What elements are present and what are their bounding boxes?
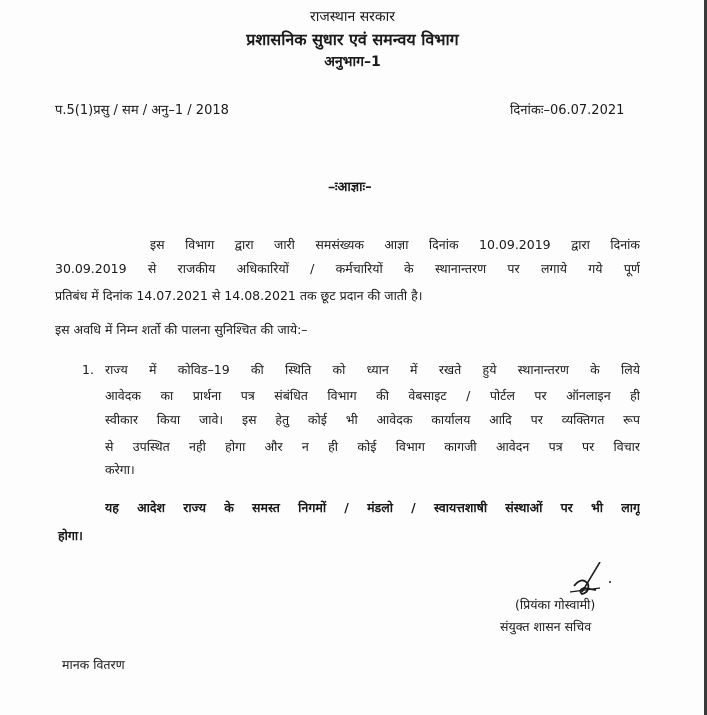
government-name: राजस्थान सरकार (310, 9, 395, 25)
paragraph1-line: इस विभाग द्वारा जारी समसंख्यक आज्ञा दिनांक 10.09.2019 द्वारा दिनांक (150, 237, 640, 252)
signature-mark (560, 562, 620, 598)
section-name: अनुभाग–1 (324, 54, 381, 70)
signatory-name: (प्रियंका गोस्वामी) (515, 597, 596, 612)
department-name: प्रशासनिक सुधार एवं समन्वय विभाग (246, 30, 459, 49)
order-date: दिनांकः–06.07.2021 (510, 103, 625, 118)
applicability-line: यह आदेश राज्य के समस्त निगमों / मंडलो / स्वायत्तशाषी संस्थाओं पर भी लागू (105, 500, 640, 515)
condition-line: आवेदक का प्रार्थना पत्र संबंधित विभाग की वेबसाइट / पोर्टल पर ऑनलाइन ही (105, 388, 640, 403)
signatory-designation: संयुक्त शासन सचिव (500, 619, 592, 634)
condition-line: राज्य में कोविड–19 की स्थिति को ध्यान में रखते हुये स्थानान्तरण के लिये (105, 362, 640, 377)
order-title: –ःआज्ञाः– (328, 180, 372, 195)
conditions-heading: इस अवधि में निम्न शर्तो की पालना सुनिश्चित की जाये:– (55, 322, 308, 337)
condition-line: करेगा। (105, 462, 135, 477)
applicability-line: होगा। (58, 528, 83, 543)
reference-number: प.5(1)प्रसु / सम / अनु–1 / 2018 (55, 103, 229, 118)
condition-line: से उपस्थित नही होगा और न ही कोई विभाग कागजी आवेदन पत्र पर विचार (105, 439, 640, 454)
paragraph1-line: प्रतिबंध में दिनांक 14.07.2021 से 14.08.2021 तक छूट प्रदान की जाती है। (55, 288, 423, 303)
condition-line: स्वीकार किया जावे। इस हेतु कोई भी आवेदक कार्यालय आदि पर व्यक्तिगत रूप (105, 412, 640, 427)
paragraph1-line: 30.09.2019 से राजकीय अधिकारियों / कर्मचारियों के स्थानान्तरण पर लगाये गये पूर्ण (55, 261, 640, 276)
distribution-label: मानक वितरण (62, 657, 125, 672)
condition-number: 1. (82, 362, 94, 377)
